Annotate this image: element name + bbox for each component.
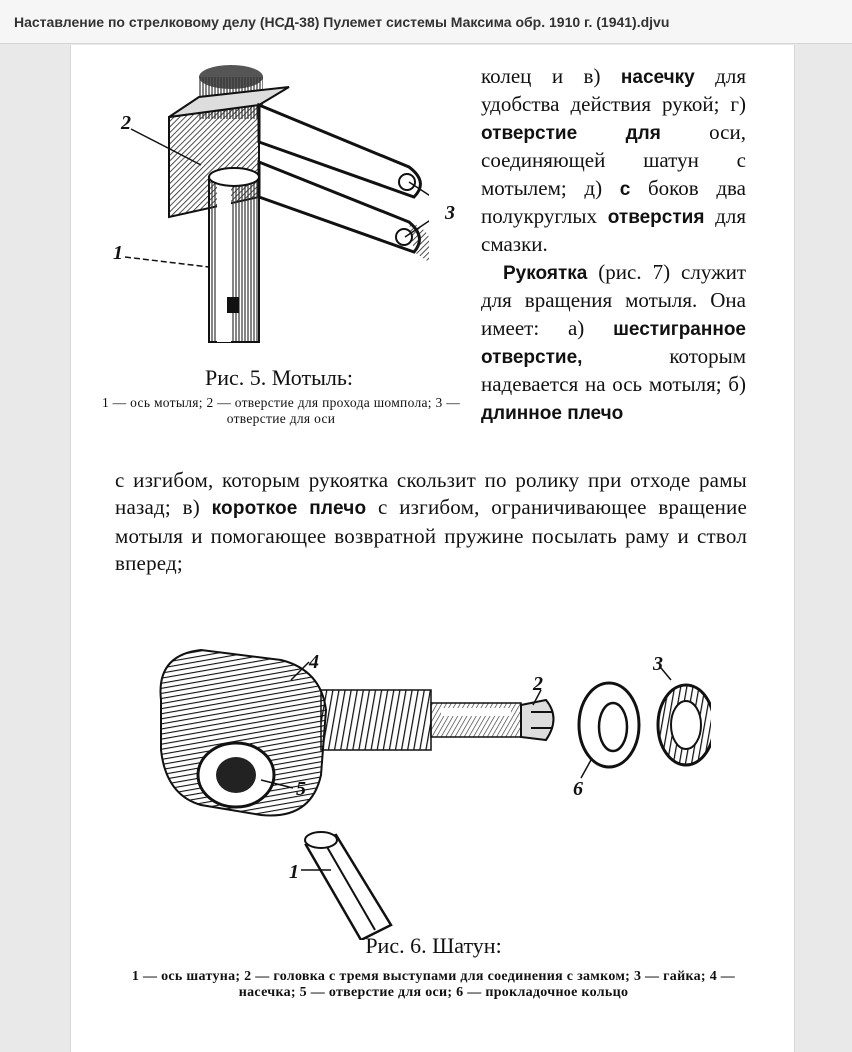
title-bar: [0, 0, 852, 44]
paragraph-2: Рукоятка (рис. 7) служит для вращения мотыля. Она имеет: а) шестигранное отверстие, которым надевается на ось мотыля; б) длинное плечо: [481, 259, 746, 424]
fig6-label-5: 5: [296, 778, 306, 800]
figure-6-caption-text: 1 — ось шатуна; 2 — головка с тремя выступами для соединения с замком; 3 — гайка; 4 — насечка; 5 — отверстие для оси; 6 — прокладочное кольцо: [131, 969, 736, 1000]
figure-5-caption-title: Рис. 5. Мотыль:: [204, 365, 354, 390]
fig6-label-3: 3: [653, 653, 663, 675]
figure-5-caption-text: 1 — ось мотыля; 2 — отверстие для прохода шомпола; 3 — отверстие для оси: [101, 395, 461, 426]
fig5-label-3: 3: [445, 202, 455, 224]
figure-6-caption-title: Рис. 6. Шатун:: [365, 933, 502, 958]
document-page: [70, 45, 795, 1052]
fig6-label-1: 1: [289, 861, 299, 883]
fig6-label-4: 4: [309, 651, 319, 673]
fig6-label-2: 2: [533, 673, 543, 695]
fig5-label-2: 2: [121, 112, 131, 134]
fig5-label-3-wrap: [441, 195, 471, 235]
right-column-text: [481, 63, 746, 427]
full-width-text: с изгибом, которым рукоятка скользит по ролику при отходе рамы назад; в) короткое плечо с изгибом, ограничивающее вращение мотыля и помогающее возвратной пружине посылать раму и ствол вперед;: [115, 468, 747, 576]
figure-5-crank-illustration: [109, 57, 429, 357]
window-title: Наставление по стрелковому делу (НСД-38) Пулемет системы Максима обр. 1910 г. (1941).djvu: [14, 13, 670, 30]
fig6-label-6: 6: [573, 778, 583, 800]
figure-6-connecting-rod-illustration: [141, 600, 711, 940]
fig5-label-1: 1: [113, 242, 123, 264]
document-viewer[interactable]: [0, 45, 852, 1052]
paragraph-1: колец и в) насечку для удобства действия рукой; г) отверстие для оси, соединяющей шатун с мотылем; д) с боков два полукруглых отверстия для смазки.: [481, 64, 746, 257]
